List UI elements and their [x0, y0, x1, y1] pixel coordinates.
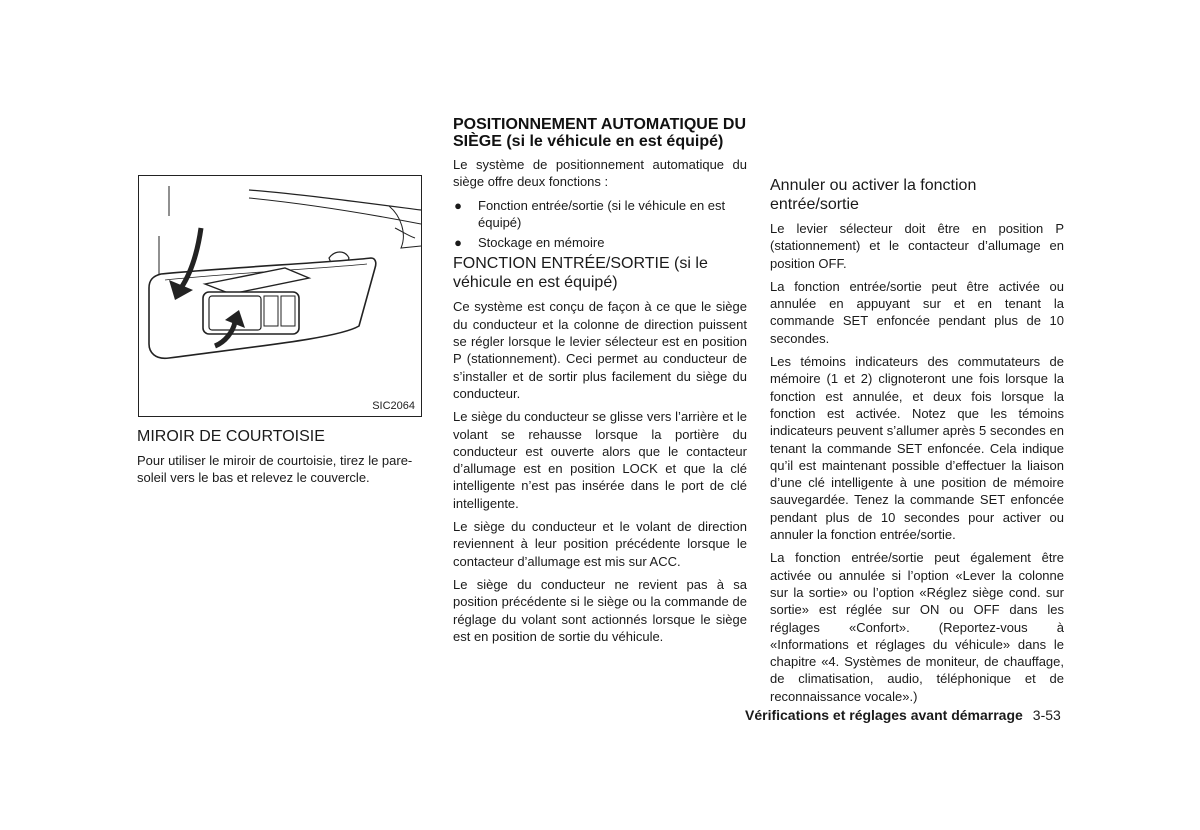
- page-footer: [745, 707, 1061, 723]
- body-paragraph: Les témoins indicateurs des commutateurs de mémoire (1 et 2) clignoteront une fois lorsque la fonction est annulée, et deux fois lorsque la fonction est activée. Notez que les témoins indicateurs peuvent s’allumer après 5 secondes en tenant la commande SET enfoncée. Cela indique qu’il est maintenant possible d’effectuer la liaison d’une clé intelligente à une position de mémoire sauvegardée. Tenez la commande SET enfoncée pendant plus de 10 secondes pour activer ou annuler la fonction entrée/sortie.: [770, 354, 1064, 543]
- right-column: [770, 176, 1064, 711]
- bullet-text: Stockage en mémoire: [478, 235, 605, 251]
- intro-paragraph: Le système de positionnement automatique du siège offre deux fonctions :: [453, 157, 747, 190]
- sun-visor-illustration: [138, 175, 422, 417]
- body-paragraph: Le levier sélecteur doit être en position P (stationnement) et le contacteur d’allumage en position OFF.: [770, 221, 1064, 271]
- body-paragraph: Ce système est conçu de façon à ce que le siège du conducteur et la colonne de direction puissent se régler lorsque le levier sélecteur est en position P (stationnement). Ceci permet au conducteur de s’installer et de sortir plus facilement du siège du conducteur.: [453, 299, 747, 401]
- section-heading: POSITIONNEMENT AUTOMATIQUE DU SIÈGE (si le véhicule en est équipé): [453, 116, 747, 150]
- body-paragraph: La fonction entrée/sortie peut être activée ou annulée en appuyant sur et en tenant la commande SET enfoncée pendant plus de 10 secondes.: [770, 278, 1064, 346]
- left-column: [137, 175, 429, 493]
- bullet-dot-icon: ●: [454, 197, 462, 213]
- body-paragraph: La fonction entrée/sortie peut également être activée ou annulée si l’option «Lever la colonne sur la sortie» ou l’option «Réglez siège cond. sur sortie» est réglée sur ON ou OFF dans les réglages «Confort». (Reportez-vous à «Informations et réglages du véhicule» dans le chapitre «4. Systèmes de moniteur, de chauffage, de climatisation, audio, téléphonique et de reconnaissance vocale».): [770, 550, 1064, 704]
- chapter-title: Vérifications et réglages avant démarrage: [745, 707, 1023, 723]
- subsection-heading: Annuler ou activer la fonction entrée/sortie: [770, 177, 977, 213]
- bullet-item: [453, 234, 747, 251]
- mirror-heading: MIROIR DE COURTOISIE: [137, 428, 325, 445]
- middle-column: [453, 116, 747, 651]
- page-number: 3-53: [1032, 707, 1061, 723]
- body-paragraph: Le siège du conducteur se glisse vers l’arrière et le volant se rehausse lorsque la portière du conducteur est ouverte alors que le contacteur d’allumage est en position LOCK et que la clé intelligente n’est pas insérée dans le port de clé intelligente.: [453, 409, 747, 511]
- figure-code: SIC2064: [372, 400, 415, 412]
- mirror-paragraph: Pour utiliser le miroir de courtoisie, tirez le pare-soleil vers le bas et relevez le couvercle.: [137, 453, 413, 486]
- bullet-dot-icon: ●: [454, 235, 462, 251]
- bullet-item: [453, 197, 747, 232]
- bullet-text: Fonction entrée/sortie (si le véhicule en est équipé): [478, 197, 726, 230]
- sun-visor-drawing: [139, 176, 421, 416]
- body-paragraph: Le siège du conducteur ne revient pas à sa position précédente si le siège ou la commande de réglage du volant sont actionnés lorsque le siège est en position de sortie du véhicule.: [453, 576, 747, 644]
- subsection-heading: FONCTION ENTRÉE/SORTIE (si le véhicule en est équipé): [453, 255, 708, 292]
- body-paragraph: Le siège du conducteur et le volant de direction reviennent à leur position précédente lorsque le contacteur d’allumage est mis sur ACC.: [453, 519, 747, 569]
